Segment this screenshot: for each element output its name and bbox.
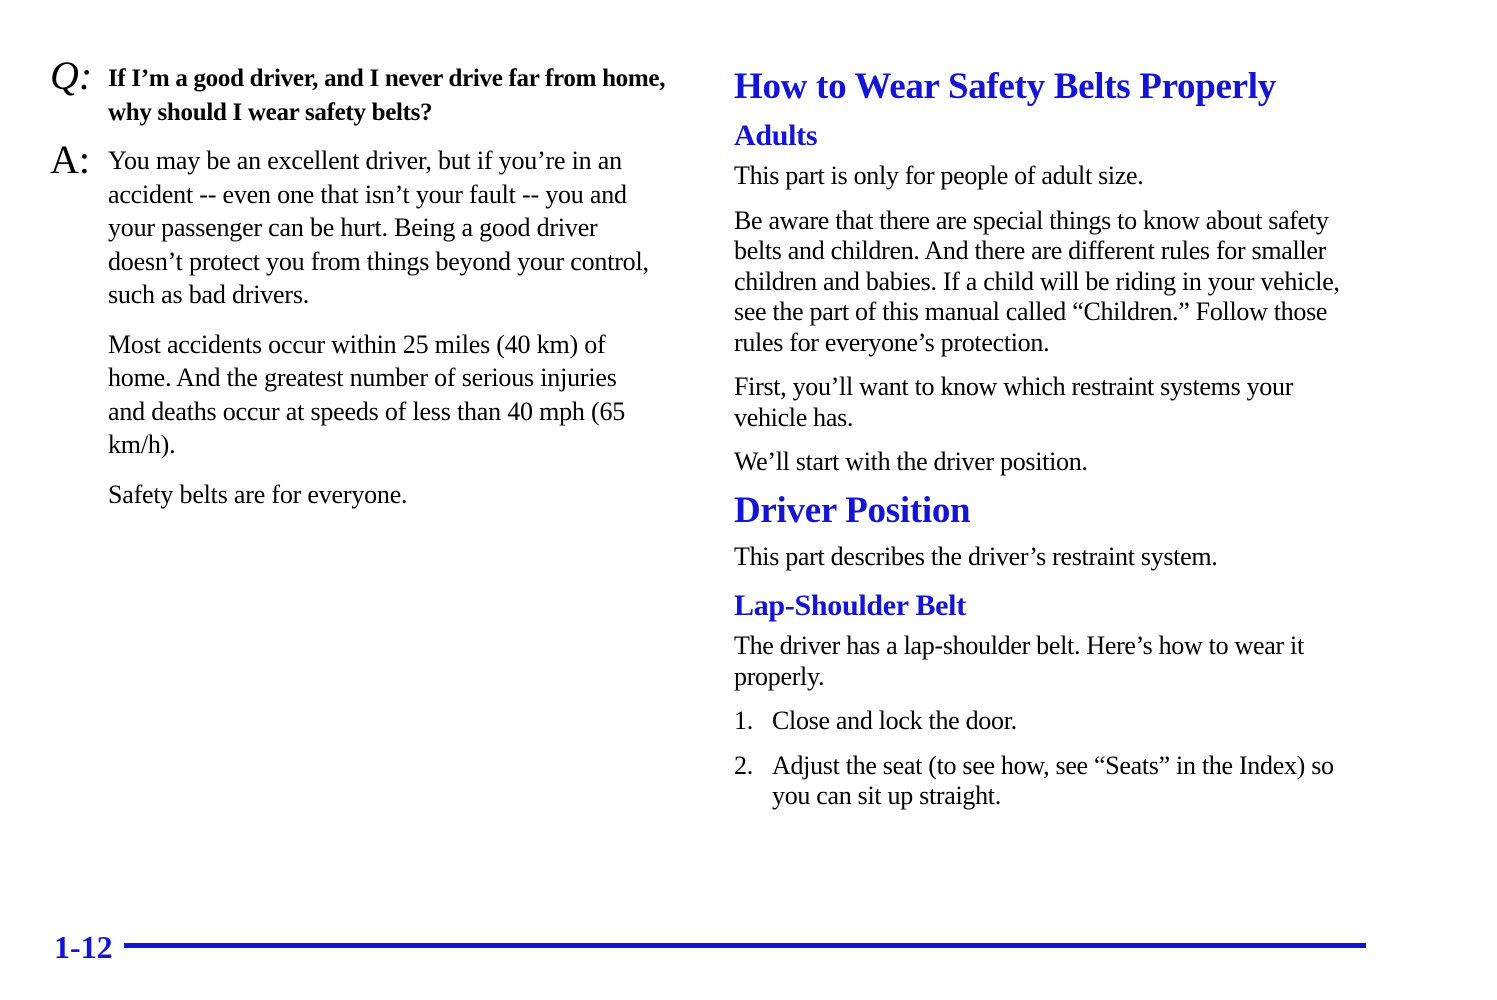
list-text: Close and lock the door. — [772, 706, 1017, 735]
list-item — [734, 706, 1374, 737]
list-number: 1. — [734, 706, 753, 735]
page-footer — [54, 925, 1366, 969]
driver-position-paragraph: This part describes the driver’s restraint system. — [734, 541, 1218, 571]
answer-label: A: — [50, 137, 90, 182]
right-column — [734, 64, 1374, 826]
question-label: Q: — [50, 53, 93, 98]
lap-shoulder-paragraph: The driver has a lap-shoulder belt. Here’s how to wear it properly. — [734, 631, 1304, 691]
list-text: Adjust the seat (to see how, see “Seats” in the Index) so you can sit up straight. — [772, 750, 1334, 810]
section-heading-driver-position: Driver Position — [734, 489, 971, 531]
footer-rule — [124, 943, 1366, 948]
answer-paragraph: You may be an excellent driver, but if you’re in an accident -- even one that isn’t your fault -- you and your passenger can be hurt. Being a good driver doesn’t protect you from things beyond your control, such as bad drivers. — [108, 146, 649, 309]
answer-paragraph: Safety belts are for everyone. — [108, 479, 408, 509]
answer-paragraph: Most accidents occur within 25 miles (40 km) of home. And the greatest number of serious injuries and deaths occur at speeds of less than 40 mph (65 km/h). — [108, 329, 626, 459]
adults-paragraph: This part is only for people of adult size. — [734, 161, 1144, 190]
subheading-adults: Adults — [734, 119, 818, 152]
list-item — [734, 751, 1372, 812]
answer-block — [50, 137, 680, 511]
adults-paragraph: First, you’ll want to know which restraint systems your vehicle has. — [734, 372, 1294, 432]
adults-paragraph: We’ll start with the driver position. — [734, 447, 1088, 476]
subheading-lap-shoulder-belt: Lap-Shoulder Belt — [734, 589, 966, 622]
section-heading-how-to-wear: How to Wear Safety Belts Properly — [734, 66, 1276, 107]
page-number: 1-12 — [54, 929, 113, 965]
adults-paragraph: Be aware that there are special things to know about safety belts and children. And there are different rules for smaller children and babies. If a child will be riding in your vehicle, see the part of this manual called “Children.” Follow those rules for everyone’s protection. — [734, 205, 1340, 357]
question-text: If I’m a good driver, and I never drive far from home, why should I wear safety belts? — [108, 65, 666, 126]
question-block — [50, 53, 680, 130]
left-column — [50, 53, 680, 527]
list-number: 2. — [734, 750, 753, 780]
